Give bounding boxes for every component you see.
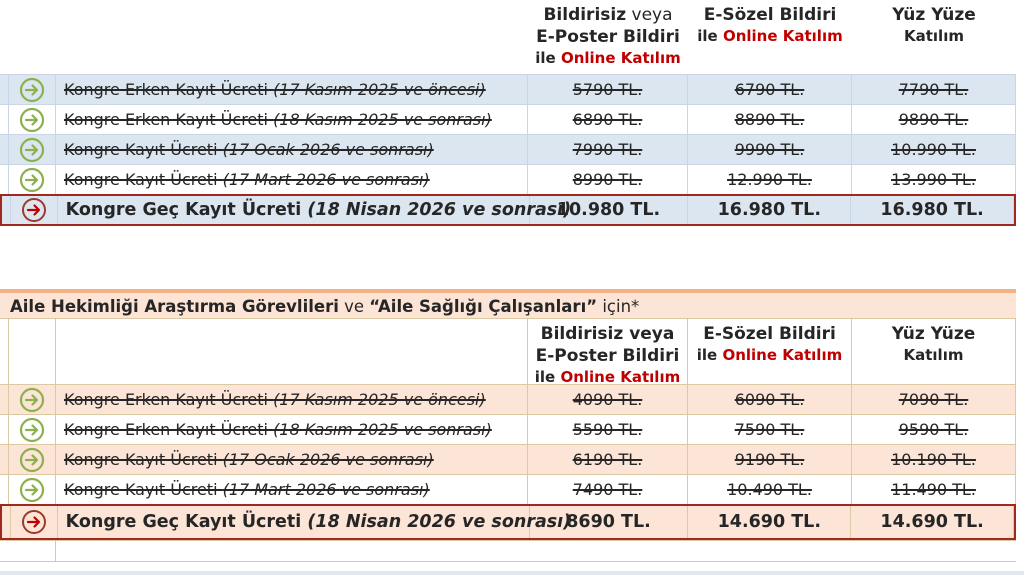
price-inperson: 11.490 TL. [852,475,1016,504]
price-online-poster: 4090 TL. [528,385,688,414]
circle-arrow-icon-red [21,197,47,223]
row-accent-strip [0,415,9,444]
row-icon-cell [9,541,56,561]
table-row [0,444,1016,474]
row-label-cell [56,541,528,561]
header-line: Katılım [904,27,964,45]
column-header-online-oral [688,319,852,384]
price-online-poster: 5590 TL. [528,415,688,444]
column-header-online-poster [528,4,688,68]
row-label-cell [56,75,528,104]
header-line: E-Poster Bildiri [535,346,680,366]
row-label-cell [56,385,528,414]
price-online-poster: 7490 TL. [528,475,688,504]
bottom-edge-strip [0,571,1024,575]
row-icon-cell [9,135,56,164]
row-accent-strip [2,196,11,224]
row-title: Kongre Erken Kayıt Ücreti [64,80,274,99]
price-inperson: 7090 TL. [852,385,1016,414]
price-online-oral: 12.990 TL. [688,165,852,194]
row-accent-strip [0,385,9,414]
row-icon-cell [9,475,56,504]
price-online-poster: 8690 TL. [530,506,689,538]
section-title-bold: “Aile Sağlığı Çalışanları” [369,297,598,316]
circle-arrow-icon [19,167,45,193]
price-online-poster: 6890 TL. [528,105,688,134]
section-title-band [0,289,1016,318]
table-empty-row [0,540,1016,562]
price-online-poster: 5790 TL. [528,75,688,104]
row-title: Kongre Erken Kayıt Ücreti [64,110,274,129]
price-inperson: 10.990 TL. [852,135,1016,164]
row-accent-strip [0,541,9,561]
row-accent-strip [0,475,9,504]
row-accent-strip [0,445,9,474]
row-icon-cell [11,506,58,538]
table1-column-headers [528,4,1016,68]
row-title: Kongre Geç Kayıt Ücreti [65,200,308,220]
general-pricing-table [0,74,1016,226]
table-row [0,134,1016,164]
row-date-note: (17 Mart 2026 ve sonrası) [222,170,430,189]
price-inperson: 13.990 TL. [852,165,1016,194]
price-online-oral: 9990 TL. [688,135,852,164]
row-title: Kongre Geç Kayıt Ücreti [65,512,308,532]
price-inperson: 14.690 TL. [851,506,1014,538]
row-icon-cell [9,105,56,134]
row-date-note: (17 Ocak 2026 ve sonrası) [222,450,434,469]
price-online-oral: 8890 TL. [688,105,852,134]
row-date-note: (18 Nisan 2026 ve sonrası) [307,512,572,532]
circle-arrow-icon [19,137,45,163]
price-inperson: 7790 TL. [852,75,1016,104]
section-title-text: için* [597,297,640,316]
row-label-cell [56,135,528,164]
row-date-note: (17 Mart 2026 ve sonrası) [222,480,430,499]
row-label-cell [56,475,528,504]
row-icon-cell [9,75,56,104]
column-header-inperson [852,4,1016,68]
row-label-cell [56,415,528,444]
row-icon-cell [9,385,56,414]
circle-arrow-icon [19,77,45,103]
header-line: Bildirisiz veya [540,324,675,344]
price-inperson: 16.980 TL. [851,196,1014,224]
price-inperson: 9590 TL. [852,415,1016,444]
header-line: E-Sözel Bildiri [703,324,836,344]
price-online-oral: 7590 TL. [688,415,852,444]
header-line: E-Poster Bildiri [536,27,680,47]
header-empty-cell [56,319,528,384]
header-line: Yüz Yüze [891,324,976,344]
column-header-inperson [852,319,1016,384]
row-icon-cell [9,415,56,444]
row-date-note: (18 Kasım 2025 ve sonrası) [273,420,492,439]
row-label-cell [56,165,528,194]
row-date-note: (17 Ocak 2026 ve sonrası) [222,140,434,159]
row-icon-cell [9,445,56,474]
row-icon-cell [11,196,58,224]
price-online-oral: 14.690 TL. [688,506,851,538]
table-row-current [0,504,1016,540]
row-date-note: (18 Nisan 2026 ve sonrası) [307,200,572,220]
row-date-note: (17 Kasım 2025 ve öncesi) [273,390,486,409]
section-title-bold: Aile Hekimliği Araştırma Görevlileri [10,297,339,316]
row-label-cell [58,196,572,224]
header-line: Bildirisiz veya [543,5,673,25]
row-title: Kongre Erken Kayıt Ücreti [64,390,274,409]
table-header-row [0,318,1016,384]
column-header-online-poster [528,319,688,384]
section-title-text: ve [338,297,370,316]
circle-arrow-icon [19,447,45,473]
header-line: E-Sözel Bildiri [703,5,837,25]
header-line: ile Online Katılım [696,346,843,364]
circle-arrow-icon [19,387,45,413]
row-label-cell [56,105,528,134]
price-online-poster: 6190 TL. [528,445,688,474]
row-date-note: (18 Kasım 2025 ve sonrası) [273,110,492,129]
price-online-oral: 10.490 TL. [688,475,852,504]
price-online-oral: 6090 TL. [688,385,852,414]
row-accent-strip [0,75,9,104]
row-title: Kongre Kayıt Ücreti [64,140,223,159]
row-accent-strip [0,105,9,134]
row-accent-strip [2,506,11,538]
row-label-cell [56,445,528,474]
table-row [0,414,1016,444]
price-online-oral: 9190 TL. [688,445,852,474]
table-row [0,474,1016,504]
circle-arrow-icon [19,107,45,133]
table-row [0,164,1016,194]
price-online-oral: 6790 TL. [688,75,852,104]
row-label-cell [58,506,572,538]
price-online-poster: 7990 TL. [528,135,688,164]
researcher-pricing-table [0,318,1016,562]
header-empty-cell [0,319,9,384]
column-header-online-oral [688,4,852,68]
circle-arrow-icon-red [21,509,47,535]
header-line: ile Online Katılım [697,27,843,45]
row-date-note: (17 Kasım 2025 ve öncesi) [273,80,486,99]
row-title: Kongre Kayıt Ücreti [64,450,223,469]
header-line: ile Online Katılım [535,49,681,67]
price-online-oral: 16.980 TL. [688,196,851,224]
header-line: Katılım [903,346,964,364]
table-row-current [0,194,1016,226]
table-row [0,384,1016,414]
circle-arrow-icon [19,417,45,443]
row-icon-cell [9,165,56,194]
table-row [0,74,1016,104]
price-online-poster: 10.980 TL. [530,196,689,224]
header-line: Yüz Yüze [892,5,976,25]
circle-arrow-icon [19,477,45,503]
price-online-poster: 8990 TL. [528,165,688,194]
row-title: Kongre Kayıt Ücreti [64,480,223,499]
row-title: Kongre Erken Kayıt Ücreti [64,420,274,439]
price-inperson: 10.190 TL. [852,445,1016,474]
row-title: Kongre Kayıt Ücreti [64,170,223,189]
table-row [0,104,1016,134]
row-accent-strip [0,165,9,194]
header-line: ile Online Katılım [534,368,681,386]
price-inperson: 9890 TL. [852,105,1016,134]
row-accent-strip [0,135,9,164]
header-empty-cell [9,319,56,384]
